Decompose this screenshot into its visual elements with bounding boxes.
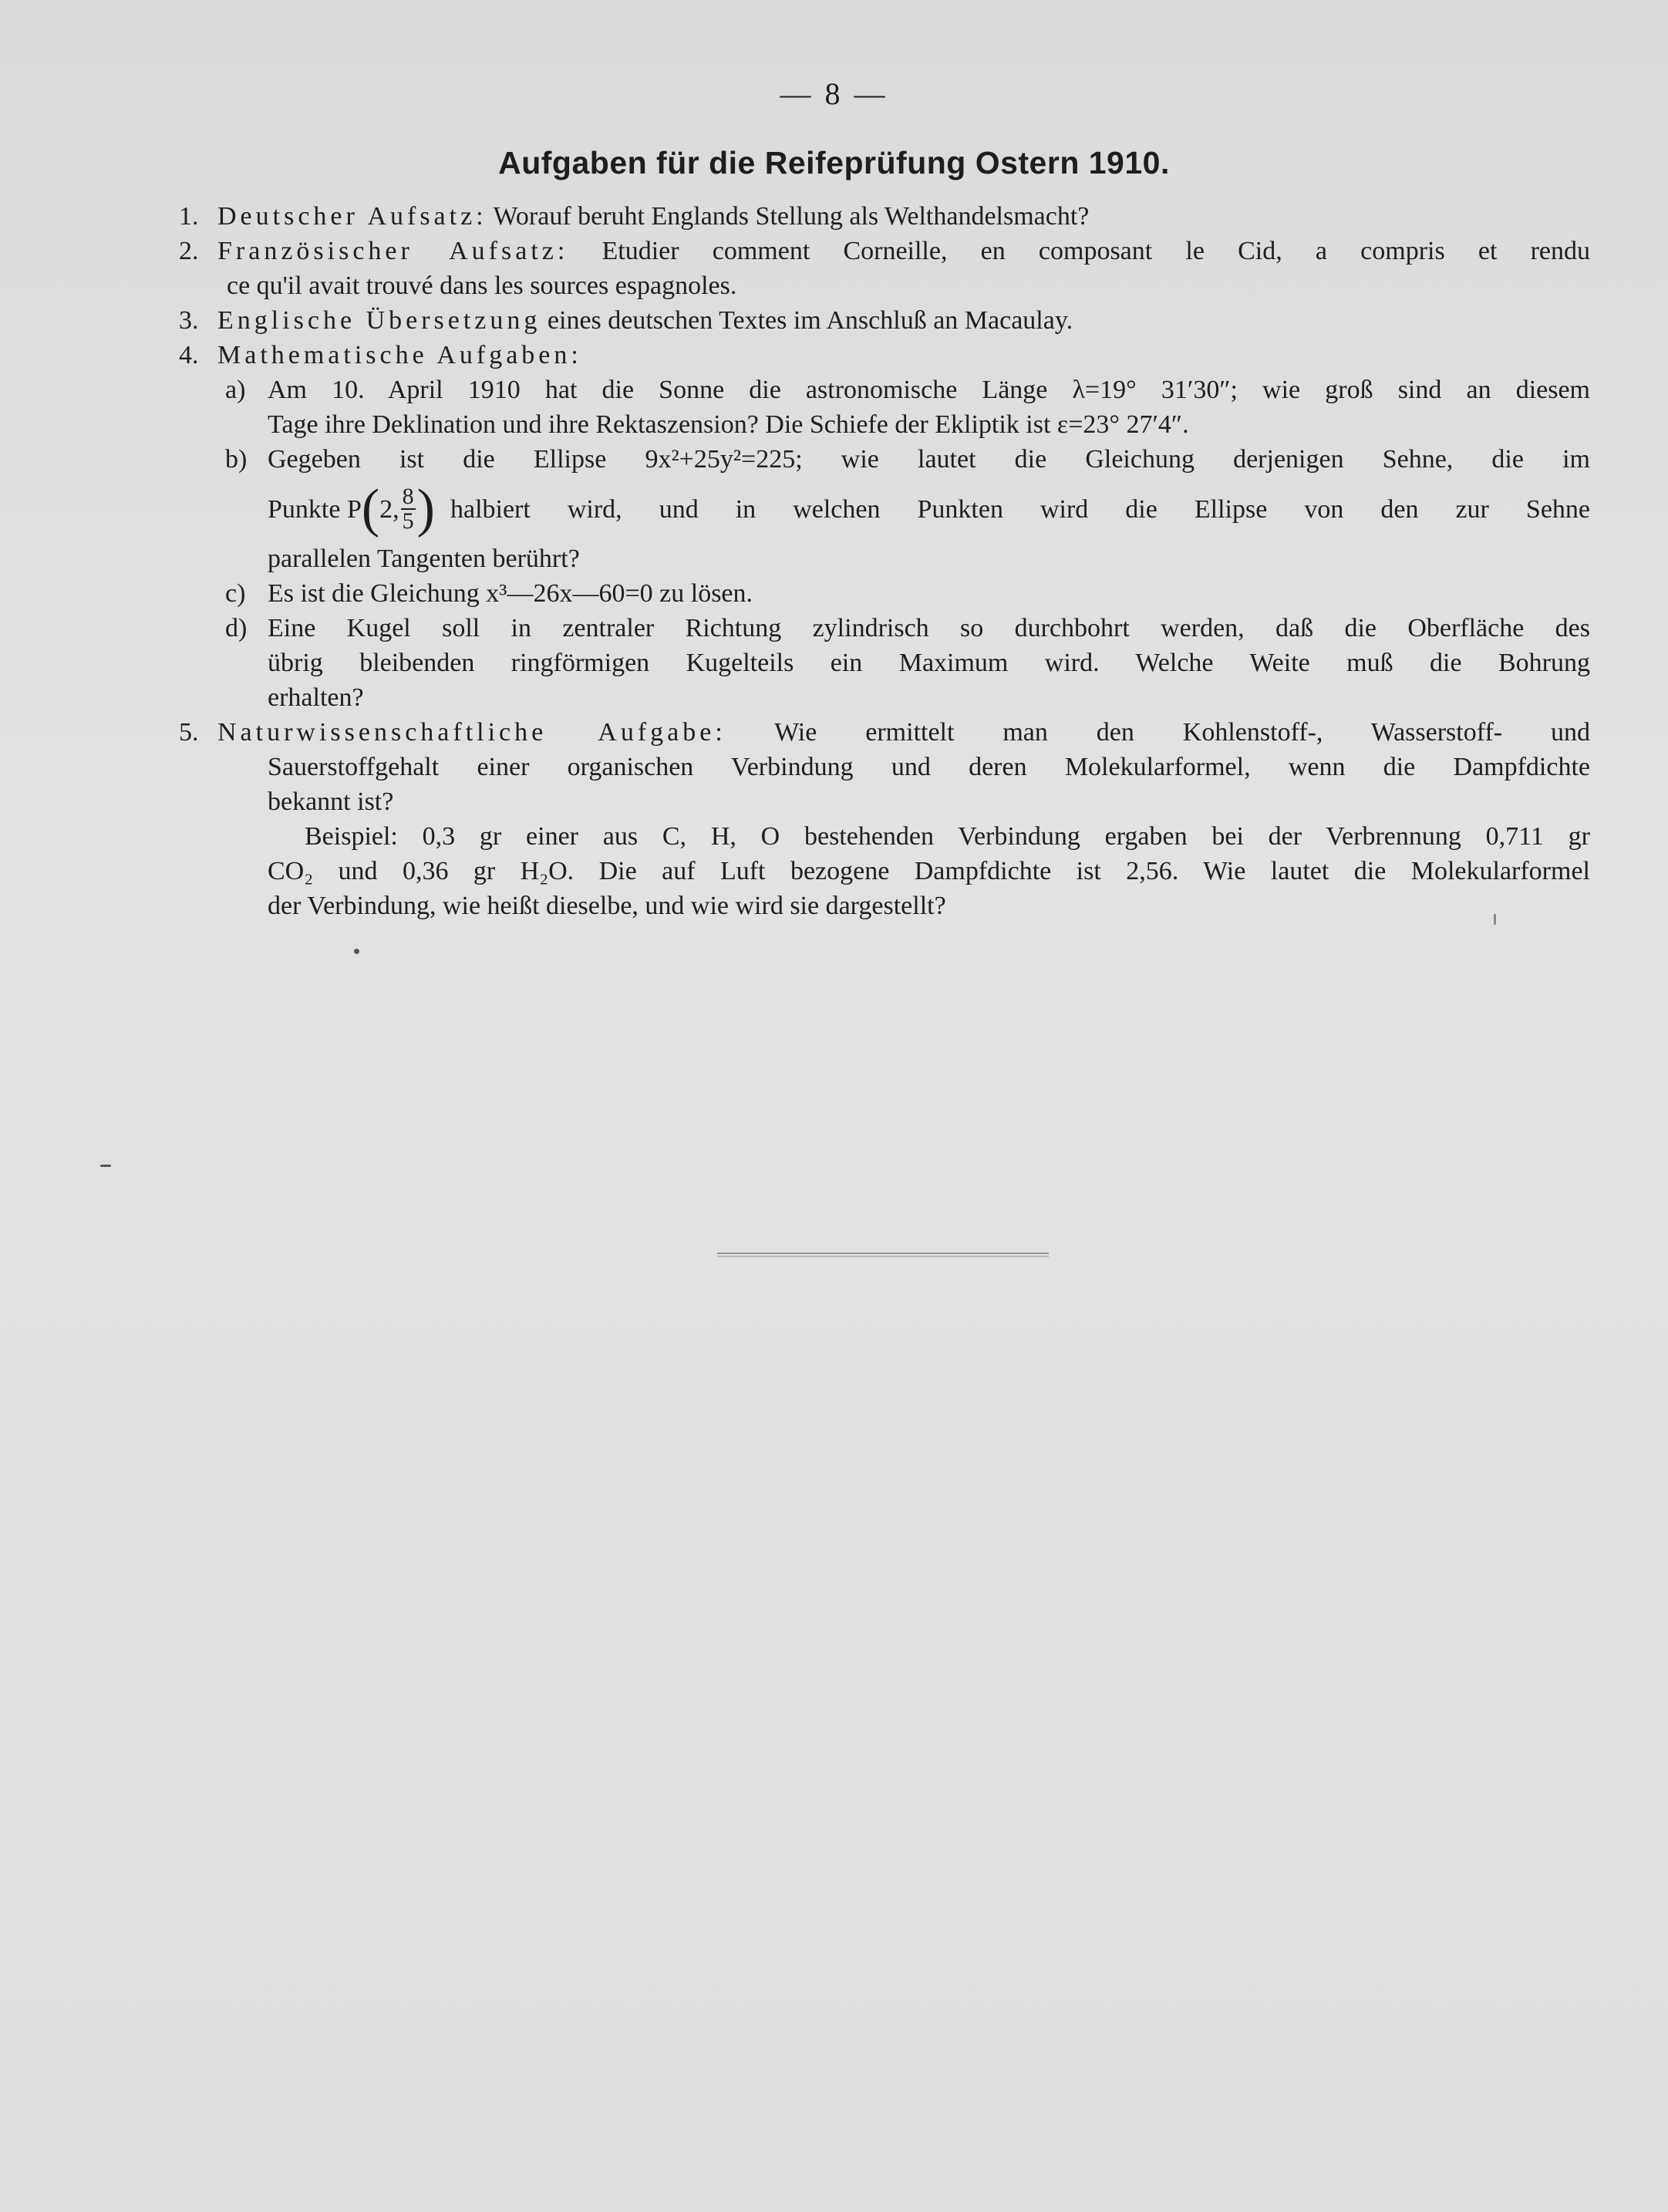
subtask-line: übrig bleibenden ringförmigen Kugelteils ein Maximum wird. Welche Weite muß die Bohrung [268, 649, 1590, 677]
subtask-letter: c) [225, 579, 246, 608]
task-text-continued: ce qu'il avait trouvé dans les sources espagnoles. [227, 271, 737, 300]
subtask-line: Tage ihre Deklination und ihre Rektaszension? Die Schiefe der Ekliptik ist ε=23° 27′4″. [268, 410, 1189, 439]
task-number: 3. [179, 306, 199, 335]
subtask-line: halbiert wird, und in welchen Punkten wird die Ellipse von den zur Sehne [450, 494, 1590, 524]
subtask-line: parallelen Tangenten berührt? [268, 545, 580, 573]
speck [100, 1165, 111, 1167]
task-label: Deutscher Aufsatz: [217, 202, 487, 231]
task-label: Französischer Aufsatz: [217, 237, 569, 265]
subtask-line: Es ist die Gleichung x³—26x—60=0 zu lösen. [268, 579, 753, 608]
task-number: 4. [179, 341, 199, 369]
subtask-c [179, 576, 1590, 611]
example-line: CO₂ und 0,36 gr H₂O. Die auf Luft bezogene Dampfdichte ist 2,56. Wie lautet die Molekularformel [268, 857, 1590, 885]
example-line: der Verbindung, wie heißt dieselbe, und wie wird sie dargestellt? [268, 892, 946, 920]
task-text: Wie ermittelt man den Kohlenstoff-, Wasserstoff- und [774, 718, 1590, 747]
subtask-line: Am 10. April 1910 hat die Sonne die astronomische Länge λ=19° 31′30″; wie groß sind an diesem [268, 376, 1590, 404]
task-line [217, 715, 1590, 750]
page-title: Aufgaben für die Reifeprüfung Ostern 1910. [498, 145, 1170, 180]
subtask-b [179, 442, 1590, 576]
fraction [401, 485, 416, 533]
subtask-line: Gegeben ist die Ellipse 9x²+25y²=225; wie lautet die Gleichung derjenigen Sehne, die im [268, 445, 1590, 474]
task-5 [179, 715, 1590, 923]
punkte-line [268, 477, 1590, 541]
task-text: Worauf beruht Englands Stellung als Welthandelsmacht? [493, 202, 1090, 231]
subtask-letter: b) [225, 445, 248, 474]
task-text: Etudier comment Corneille, en composant le Cid, a compris et rendu [601, 237, 1590, 265]
subtask-d [179, 611, 1590, 715]
task-2 [179, 234, 1590, 303]
close-paren: ) [416, 479, 435, 538]
task-number: 5. [179, 718, 199, 747]
task-text-continued: Sauerstoffgehalt einer organischen Verbindung und deren Molekularformel, wenn die Dampfdichte [268, 753, 1590, 781]
task-line [217, 234, 1590, 268]
task-number: 1. [179, 202, 199, 231]
subtask-letter: a) [225, 376, 246, 404]
fraction-numerator: 8 [402, 484, 414, 509]
task-text-continued: bekannt ist? [268, 787, 394, 816]
speck [1494, 914, 1496, 925]
punkte-label: Punkte P [268, 494, 362, 524]
exam-task-list [179, 199, 1590, 923]
open-paren: ( [361, 479, 380, 538]
subtask-a [179, 373, 1590, 442]
example-line: Beispiel: 0,3 gr einer aus C, H, O bestehenden Verbindung ergaben bei der Verbrennung 0,711 gr [305, 822, 1590, 851]
task-label: Naturwissenschaftliche Aufgabe: [217, 718, 726, 747]
subtask-letter: d) [225, 614, 248, 642]
task-label: Mathematische Aufgaben: [217, 341, 582, 369]
task-number: 2. [179, 237, 199, 265]
speck [354, 949, 359, 954]
subtask-line: Eine Kugel soll in zentraler Richtung zylindrisch so durchbohrt werden, daß die Oberfläche des [268, 614, 1590, 642]
closing-rule [717, 1253, 1049, 1254]
task-1 [179, 199, 1590, 234]
task-text: eines deutschen Textes im Anschluß an Macaulay. [547, 306, 1073, 335]
page-number: — 8 — [780, 76, 888, 111]
task-4 [179, 338, 1590, 373]
subtask-line: erhalten? [268, 683, 364, 712]
point-x: 2, [379, 494, 399, 524]
fraction-denominator: 5 [402, 508, 414, 534]
task-label: Englische Übersetzung [217, 306, 541, 335]
task-3 [179, 303, 1590, 338]
